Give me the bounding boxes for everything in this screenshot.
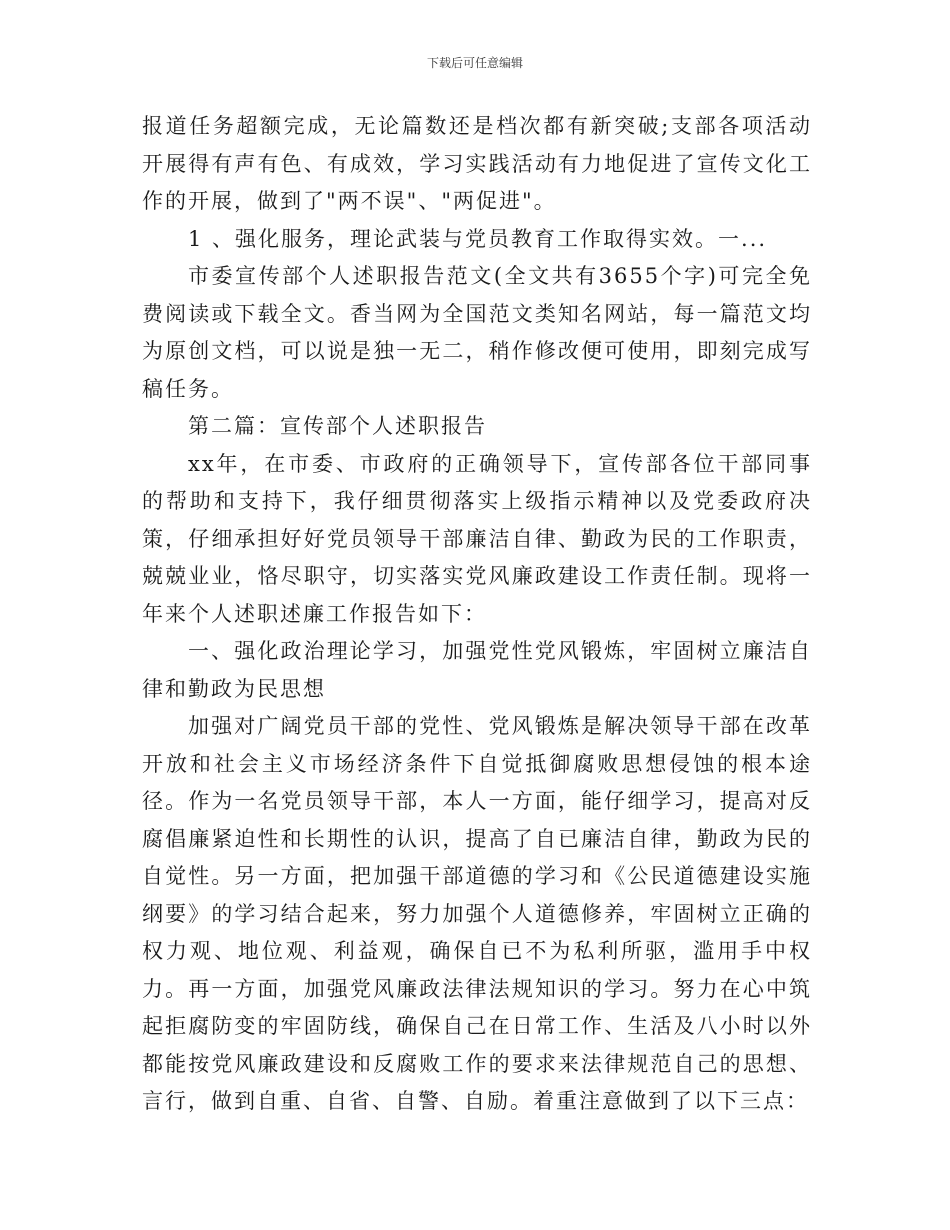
header-note: 下载后可任意编辑 — [426, 56, 523, 70]
subsection-heading: 一、强化政治理论学习，加强党性党风锻炼，牢固树立廉洁自律和勤政为民思想 — [142, 639, 812, 701]
paragraph: 加强对广阔党员干部的党性、党风锻炼是解决领导干部在改革开放和社会主义市场经济条件下自觉抵御腐败思想侵蚀的根本途径。作为一名党员领导干部，本人一方面，能仔细学习，提高对反腐倡廉紧迫性和长期性的认识，提高了自已廉洁自律，勤政为民的自觉性。另一方面，把加强干部道德的学习和《公民道德建设实施纲要》的学习结合起来，努力加强个人道德修养，牢固树立正确的权力观、地位观、利益观，确保自已不为私利所驱，滥用手中权力。再一方面，加强党风廉政法律法规知识的学习。努力在心中筑起拒腐防变的牢固防线，确保自己在日常工作、生活及八小时以外都能按党风廉政建设和反腐败工作的要求来法律规范自己的思想、言行，做到自重、自省、自警、自励。着重注意做到了以下三点： — [142, 714, 812, 1113]
paragraph: xx年，在市委、市政府的正确领导下，宣传部各位干部同事的帮助和支持下，我仔细贯彻落实上级指示精神以及党委政府决策，仔细承担好好党员领导干部廉洁自律、勤政为民的工作职责，兢兢业业，恪尽职守，切实落实党风廉政建设工作责任制。现将一年来个人述职述廉工作报告如下： — [142, 451, 812, 626]
document-body — [142, 108, 812, 1121]
section-heading: 第二篇：宣传部个人述职报告 — [188, 414, 487, 438]
paragraph: 市委宣传部个人述职报告范文(全文共有3655个字)可完全免费阅读或下载全文。香当网为全国范文类知名网站，每一篇范文均为原创文档，可以说是独一无二，稍作修改便可使用，即刻完成写稿任务。 — [142, 264, 812, 401]
paragraph: 报道任务超额完成，无论篇数还是档次都有新突破;支部各项活动开展得有声有色、有成效，学习实践活动有力地促进了宣传文化工作的开展，做到了"两不误"、"两促进"。 — [142, 114, 812, 213]
paragraph: 1 、强化服务，理论武装与党员教育工作取得实效。一... — [188, 226, 768, 251]
